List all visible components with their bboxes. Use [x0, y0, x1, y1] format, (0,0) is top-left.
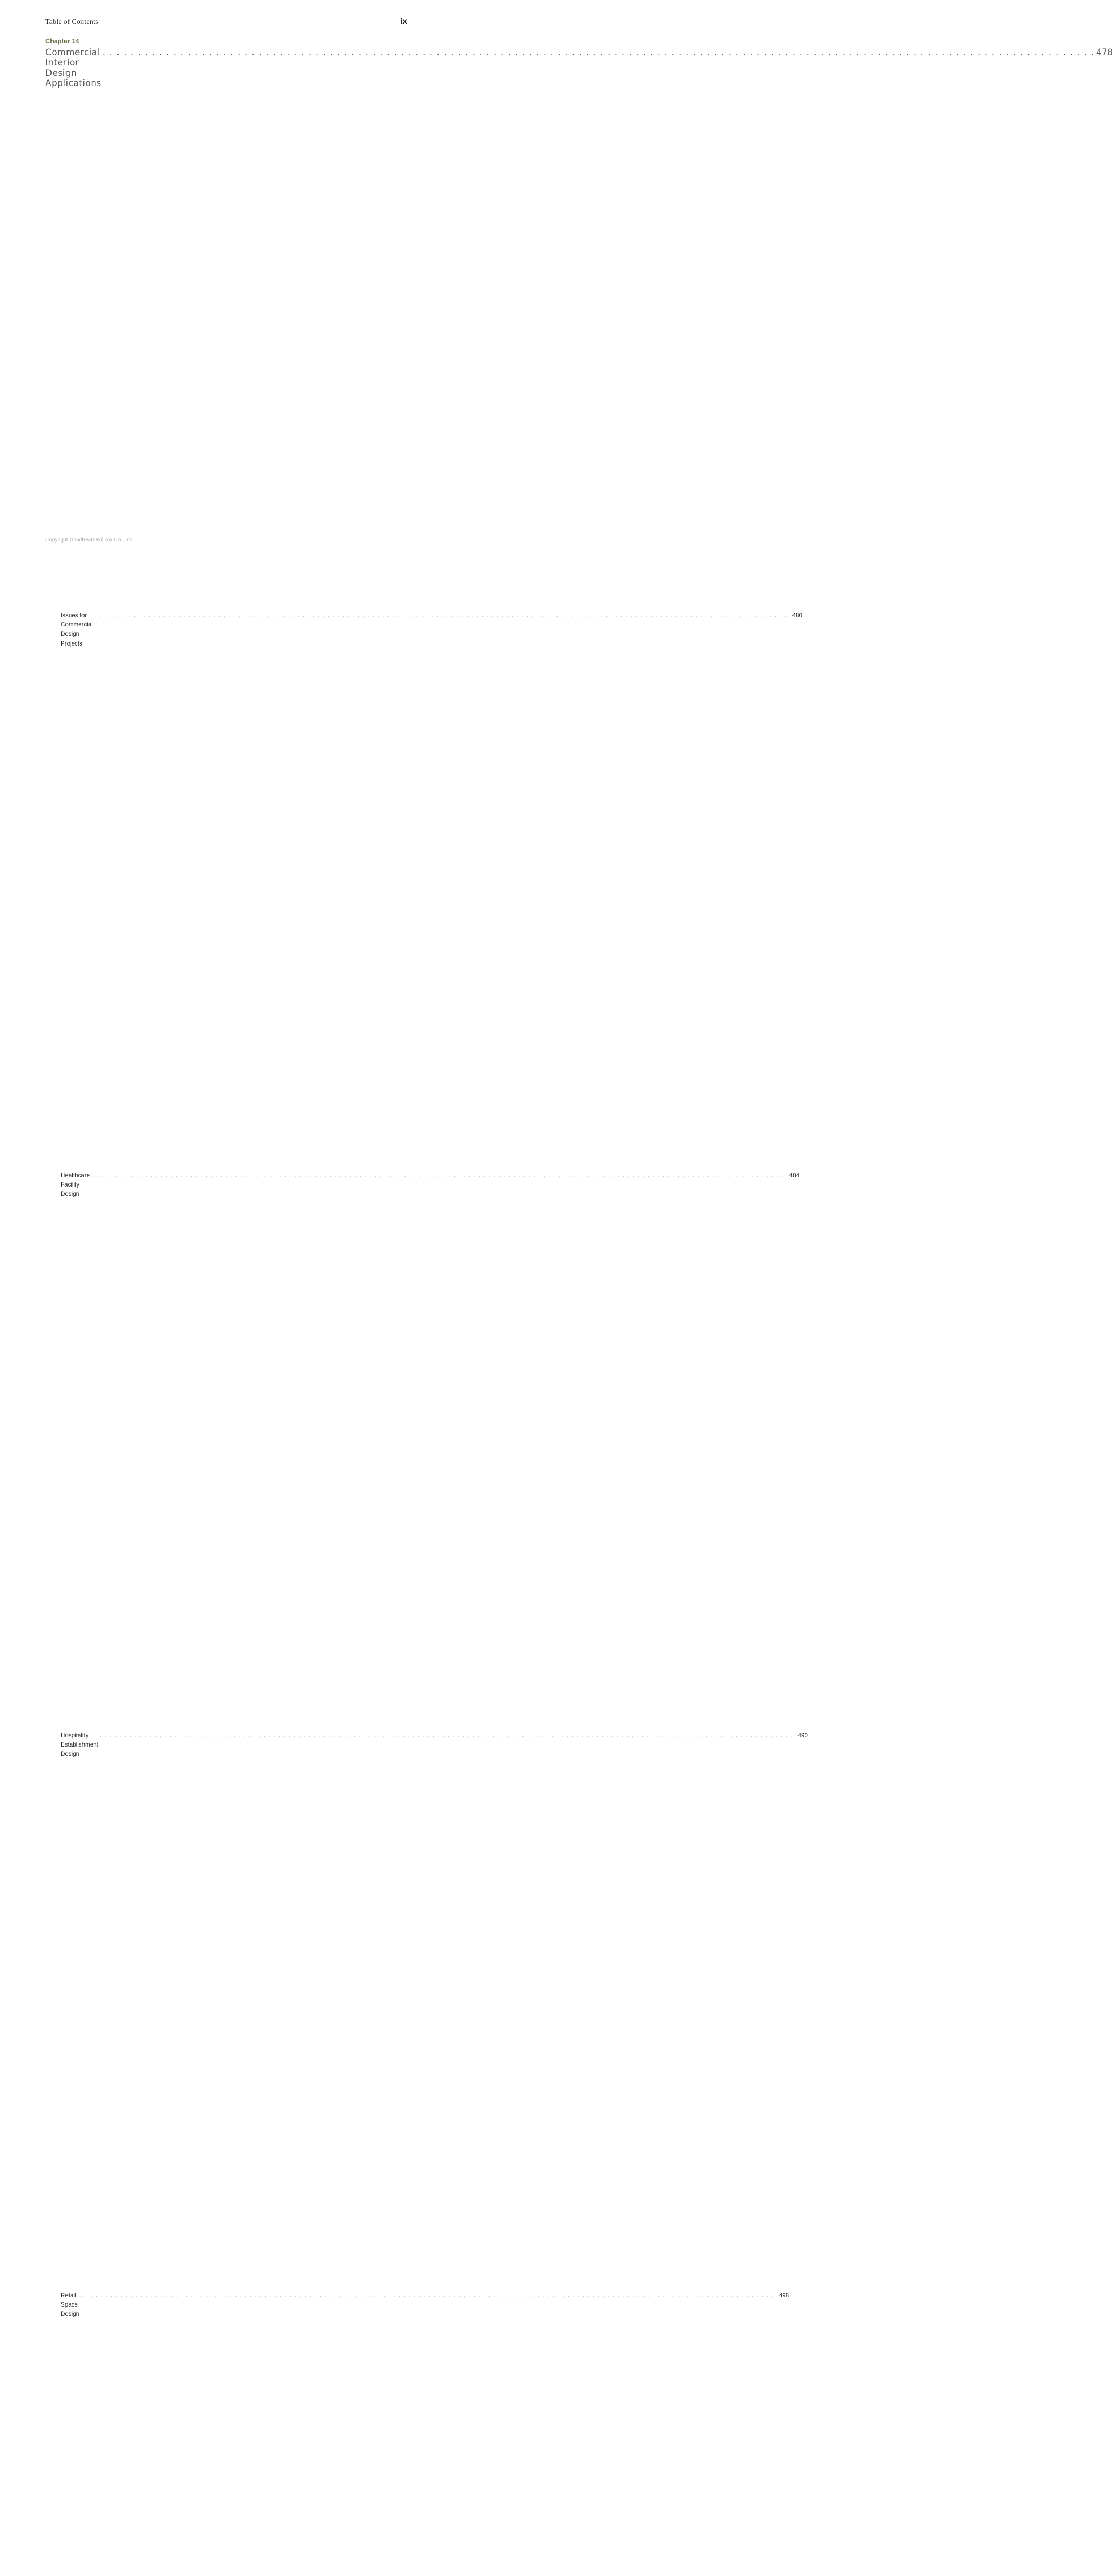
toc-entry [61, 1731, 808, 2291]
toc-entry-page: 498 [777, 2291, 789, 2576]
toc-entry-page: 480 [790, 611, 802, 1171]
toc-entry-label: Issues for Commercial Design Projects [61, 612, 93, 647]
dot-leader [94, 611, 787, 620]
copyright-notice: Copyright Goodheart-Willcox Co., Inc. [45, 537, 134, 543]
toc-entry [61, 2291, 789, 2576]
dot-leader [103, 47, 1095, 58]
toc-sections [45, 38, 1113, 2576]
toc-content [45, 17, 1113, 2576]
page-title: Table of Contents [45, 18, 98, 26]
chapter-label: Chapter 14 [45, 38, 79, 45]
dot-leader [100, 1731, 793, 1740]
toc-entry-label: Retail Space Design [61, 2292, 80, 2318]
toc-entry-label: Hospitality Establishment Design [61, 1732, 98, 1758]
toc-section-chapter [45, 38, 1113, 2576]
page-header [45, 17, 407, 26]
dot-leader [91, 1171, 784, 1180]
toc-entry-list [61, 611, 808, 2576]
chapter-title-row [45, 47, 1113, 607]
toc-entry [61, 1171, 800, 1731]
toc-entry-label: Healthcare Facility Design [61, 1172, 90, 1198]
toc-entry-page: 484 [787, 1171, 799, 1731]
toc-entry-page: 490 [796, 1731, 808, 2291]
toc-entry [61, 611, 802, 1171]
folio-page-number: ix [400, 17, 407, 26]
chapter-title: Commercial Interior Design Applications [45, 47, 102, 89]
dot-leader [81, 2291, 774, 2300]
chapter-page-number: 478 [1096, 47, 1113, 607]
